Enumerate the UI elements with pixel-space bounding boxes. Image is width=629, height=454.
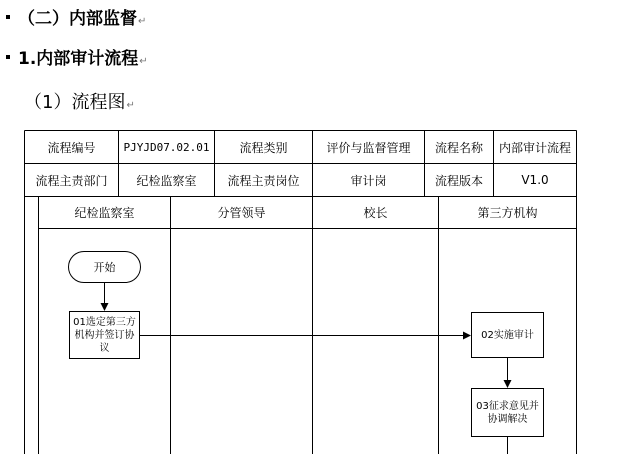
subsection-heading-text: 1.内部审计流程 xyxy=(18,49,139,69)
owner-dept-value: 纪检监察室 xyxy=(136,173,197,188)
lane-header-third-party: 第三方机构 xyxy=(477,206,538,220)
paragraph-mark-icon: ↵ xyxy=(126,100,135,111)
flow-version-label: 流程版本 xyxy=(434,173,483,188)
step-03-node: 03征求意见并协调解决 xyxy=(471,388,544,437)
owner-post-value: 审计岗 xyxy=(350,173,387,188)
paragraph-mark-icon: ↵ xyxy=(139,56,148,67)
flow-name-label: 流程名称 xyxy=(434,140,483,155)
start-node: 开始 xyxy=(68,251,141,283)
flow-category-value: 评价与监督管理 xyxy=(326,140,411,155)
lane-header-deputy-leader: 分管领导 xyxy=(217,206,266,220)
flow-version-value: V1.0 xyxy=(521,173,549,187)
flow-code-value: PJYJD07.02.01 xyxy=(123,140,210,154)
flow-code-label: 流程编号 xyxy=(47,140,96,155)
lane-header-principal: 校长 xyxy=(363,206,388,220)
step-02-node: 02实施审计 xyxy=(471,312,544,358)
step-01-node: 01选定第三方机构并签订协议 xyxy=(69,311,140,359)
owner-dept-label: 流程主责部门 xyxy=(35,173,108,188)
owner-post-label: 流程主责岗位 xyxy=(227,173,300,188)
lane-header-discipline-office: 纪检监察室 xyxy=(74,206,135,220)
paragraph-mark-icon: ↵ xyxy=(138,16,147,27)
item-heading-text: （1）流程图 xyxy=(24,92,126,113)
flow-category-label: 流程类别 xyxy=(239,140,288,155)
section-heading-text: （二）内部监督 xyxy=(18,9,137,29)
flow-name-value: 内部审计流程 xyxy=(498,140,571,155)
